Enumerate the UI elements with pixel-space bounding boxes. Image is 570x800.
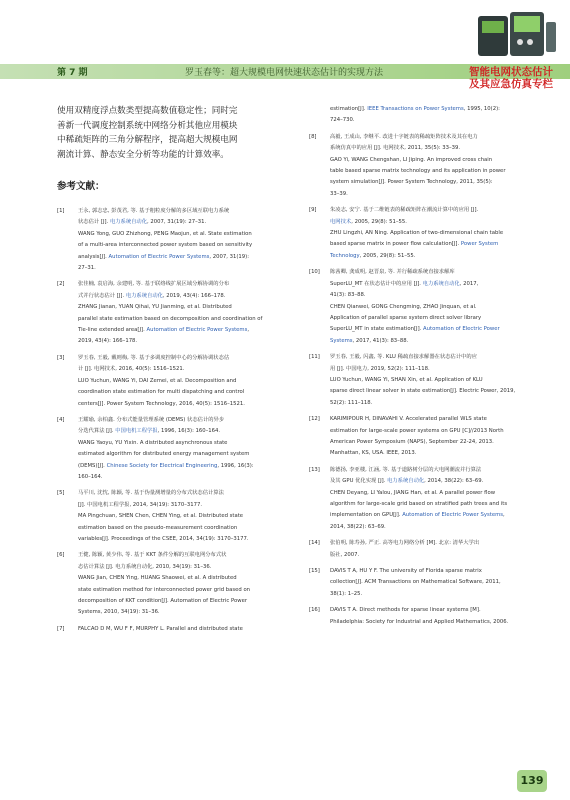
reference-line (330, 538, 519, 549)
reference-text: table based sparse matrix technology and its application in power (330, 168, 506, 175)
reference-line (78, 279, 289, 290)
reference-text: 计 [J]. 电网技术, 2016, 40(5): 1516–1521. (78, 366, 185, 373)
reference-text: WANG Yaoyu, YU Yixin. A distributed asynchronous state (78, 439, 228, 446)
reference-text: MA Pingchuan, SHEN Chen, CHEN Ying, et al. Distributed state (78, 513, 244, 520)
reference-line (330, 155, 519, 166)
reference-line (330, 166, 519, 177)
reference-line (330, 143, 519, 154)
reference-text: 系统仿真中的应用 [J]. 电网技术, 2011, 35(5): 33–39. (330, 145, 461, 152)
reference-line (330, 251, 519, 262)
reference-line (78, 585, 289, 596)
reference-line (330, 465, 519, 476)
reference-text: estimation based on the pseudo-measurement coordination (78, 524, 238, 531)
reference-text: , 1996, 16(3): 160–164. (157, 428, 221, 435)
reference-line (330, 510, 519, 521)
intro-line: 中稀疏矩阵的三角分解程序，提高超大规模电网 (57, 135, 238, 145)
reference-text: 马平川, 沈忱, 陈颖, 等. 基于伪量测增量的分布式状态估计算法 (78, 490, 224, 497)
reference-text: 王健, 陈颖, 黄少伟, 等. 基于 KKT 条件分解的互联电网分布式状 (78, 552, 227, 559)
reference-list-right (309, 132, 519, 628)
reference-line (330, 324, 519, 335)
reference-text: WANG Yong, GUO Zhizhong, PENG Maojun, et al. State estimation (78, 230, 252, 237)
reference-number: [2] (57, 281, 65, 288)
journal-link[interactable]: 电力系统自动化 (422, 280, 460, 287)
reference-text: 724–730. (330, 117, 355, 124)
reference-text: 张佳楠, 袁启海, 余建明, 等. 基于联络线扩展区域分解协调的分布 (78, 281, 230, 288)
reference-text: ZHU Lingzhi, AN Ning. Application of two-dimensional chain table (330, 230, 504, 237)
reference-item (57, 488, 289, 545)
reference-line (330, 589, 519, 600)
reference-text: based sparse matrix in power flow calculation[J]. (330, 241, 461, 248)
reference-line (330, 550, 519, 561)
journal-link[interactable]: Automation of Electric Power (423, 326, 500, 333)
badge-line-1: 智能电网状态估计 (469, 66, 553, 78)
journal-link[interactable]: 电力系统自动化 (387, 478, 425, 485)
reference-item (57, 279, 289, 347)
reference-line (78, 562, 289, 573)
reference-line (330, 414, 519, 425)
journal-link[interactable]: Automation of Electric Power Systems (402, 512, 504, 519)
journal-link[interactable]: 电力系统自动化 (109, 219, 148, 226)
reference-text: 33–39. (330, 190, 348, 197)
reference-line (330, 352, 519, 363)
device-icon (470, 6, 560, 62)
journal-link[interactable]: 电力系统自动化 (125, 292, 163, 299)
reference-line (330, 302, 519, 313)
reference-text: coordination state estimation for multi dispatching and control (78, 389, 245, 396)
reference-number: [14] (309, 540, 320, 547)
reference-text: Manhattan, KS, USA. IEEE, 2013. (330, 450, 417, 457)
reference-text: 分迭代算法 [J]. (78, 428, 116, 435)
reference-line (78, 336, 289, 347)
reference-line (78, 472, 289, 483)
reference-line (330, 448, 519, 459)
reference-item (309, 566, 519, 600)
reference-text: 朱凌志, 安宁. 基于二维链表的稀疏矩阵在潮流计算中的应用 [J]. (330, 207, 479, 214)
reference-number: [3] (57, 354, 65, 361)
reference-line (78, 387, 289, 398)
reference-line (78, 364, 289, 375)
reference-line (330, 267, 519, 278)
reference-text: state estimation method for interconnected power grid based on (78, 586, 251, 593)
reference-line (330, 115, 519, 126)
reference-text: , 2019, 43(4): 166–178. (162, 292, 226, 299)
reference-item (309, 414, 519, 460)
reference-text: , 1996, 16(3): (217, 462, 254, 469)
reference-text: of a multi-area interconnected power system based on sensitivity (78, 242, 253, 249)
reference-line (330, 217, 519, 228)
reference-line (330, 476, 519, 487)
reference-text: 罗玉春, 王毅, 闪鑫, 等. KLU 稀疏直接求解器在状态估计中的应 (330, 354, 478, 361)
reference-line (330, 336, 519, 347)
reference-text: parallel state estimation based on decomposition and coordination of (78, 315, 263, 322)
reference-text: 2019, 43(4): 166–178. (78, 338, 138, 345)
reference-number: [1] (57, 208, 65, 214)
reference-text: DAVIS T A, HU Y F. The university of Florida sparse matrix (330, 568, 482, 575)
reference-line (330, 488, 519, 499)
reference-line (330, 437, 519, 448)
reference-line (330, 364, 519, 375)
reference-text: [J]. 中国电机工程学报, 2014, 34(19): 3170–3177. (78, 501, 203, 508)
reference-line (330, 426, 519, 437)
reference-text: , 2017, (459, 280, 479, 287)
reference-line (78, 426, 289, 437)
reference-number: [8] (309, 133, 317, 140)
reference-item (309, 267, 519, 347)
reference-text: CHEN Deyang, LI Yalou, JIANG Han, et al. A parallel power flow (330, 489, 496, 496)
journal-link[interactable]: Automation of Electric Power Systems (146, 327, 248, 334)
reference-text: 52(2): 111–118. (330, 399, 373, 406)
journal-link[interactable]: Power System (460, 241, 499, 248)
journal-link[interactable]: Chinese Society for Electrical Engineering (106, 462, 218, 469)
reference-text: collection[J]. ACM Transactions on Mathematical Software, 2011, (330, 579, 501, 586)
journal-link[interactable]: Technology (330, 252, 360, 259)
reference-text: 陈德扬, 李亚楼, 江涵, 等. 基于道路树分层的大电网潮流并行算法 (330, 466, 482, 473)
page-number: 139 (517, 770, 547, 792)
reference-line (78, 302, 289, 313)
intro-line: 使用双精度浮点数类型提高数值稳定性；同时完 (57, 106, 238, 116)
reference-line (78, 534, 289, 545)
reference-text: Tie-line extended area[J]. (78, 327, 147, 334)
reference-line (78, 607, 289, 618)
reference-text: , 2005, 29(8): 51–55. (351, 218, 407, 225)
reference-text: estimated algorithm for distributed energy management system (78, 451, 250, 458)
reference-line (78, 263, 289, 274)
reference-line (78, 573, 289, 584)
reference-item (309, 132, 519, 200)
reference-item (57, 353, 289, 410)
reference-text: variables[J]. Proceedings of the CSEE, 2014, 34(19): 3170–3177. (78, 535, 249, 542)
reference-item (309, 465, 519, 533)
reference-text: ZHANG Jianan, YUAN Qihai, YU Jianming, et al. Distributed (78, 304, 232, 311)
reference-text: 版社, 2007. (330, 551, 360, 558)
reference-text: 张伯明, 陈寿孙, 严正. 高等电力网络分析 [M]. 北京: 清华大学出 (330, 540, 480, 547)
reference-text: , 2007, 31(19): (209, 253, 249, 260)
reference-text: system simulation[J]. Power System Technology, 2011, 35(5): (330, 179, 493, 186)
reference-number: [6] (57, 552, 65, 559)
right-column (309, 104, 519, 633)
reference-text: 用 [J]. 中国电力, 2019, 52(2): 111–118. (330, 365, 430, 372)
reference-text: 态估计算法 [J]. 电力系统自动化, 2010, 34(19): 31–36. (78, 563, 212, 570)
reference-line (78, 523, 289, 534)
reference-text: estimation for large-scale power systems on GPU [C]//2013 North (330, 427, 504, 434)
reference-line (330, 189, 519, 200)
reference-text: FALCAO D M, WU F F, MURPHY L. Parallel and distributed state (78, 625, 243, 632)
reference-line (330, 522, 519, 533)
reference-line (78, 291, 289, 302)
reference-text: , 2017, 41(3): 83–88. (352, 337, 409, 344)
reference-line (78, 376, 289, 387)
reference-text: Philadelphia: Society for Industrial and Applied Mathematics, 2006. (330, 618, 509, 625)
reference-item (57, 624, 289, 635)
reference-number: [7] (57, 625, 65, 632)
reference-line (78, 438, 289, 449)
reference-line (78, 325, 289, 336)
reference-text: LUO Yuchun, WANG Yi, DAI Zemei, et al. Decomposition and (78, 377, 237, 384)
intro-line: 善新一代调度控制系统中网络分析其他应用模块 (57, 120, 238, 131)
reference-text: 27–31. (78, 265, 96, 272)
reference-text: 41(3): 83–88. (330, 292, 366, 299)
intro-line: 潮流计算、静态安全分析等功能的计算效率。 (57, 149, 229, 160)
reference-item (309, 605, 519, 628)
reference-line (78, 596, 289, 607)
reference-line (330, 499, 519, 510)
reference-text: , 2014, 38(22): 63–69. (424, 478, 484, 485)
reference-text: , 1995, 10(2): (463, 106, 500, 112)
journal-link[interactable]: 中国电机工程学报 (115, 428, 158, 435)
reference-text: WANG Jian, CHEN Ying, HUANG Shaowei, et al. A distributed (78, 575, 237, 582)
reference-line (78, 500, 289, 511)
reference-item (57, 550, 289, 618)
journal-link[interactable]: Automation of Electric Power Systems (108, 253, 210, 260)
reference-text: implementation on GPU[J]. (330, 512, 403, 519)
reference-line (78, 240, 289, 251)
reference-number: [15] (309, 568, 320, 575)
reference-number: [10] (309, 269, 320, 276)
reference-number: [13] (309, 466, 320, 473)
reference-line (78, 353, 289, 364)
reference-text: 38(1): 1–25. (330, 590, 363, 597)
reference-text: centers[J]. Power System Technology, 2016, 40(5): 1516–1521. (78, 400, 245, 407)
reference-line (78, 550, 289, 561)
reference-text: 陈茜卿, 龚成明, 赵晋泉, 等. 并行稀疏系统直接求解库 (330, 269, 455, 276)
reference-line (78, 624, 289, 635)
reference-text: , 2005, 29(8): 51–55. (359, 252, 416, 259)
reference-line (330, 177, 519, 188)
badge-line-2: 及其应急仿真专栏 (469, 78, 553, 90)
reference-line (78, 511, 289, 522)
reference-text: 罗玉春, 王毅, 戴则梅, 等. 基于多调度控制中心的分解协调状态估 (78, 354, 230, 361)
reference-number: [9] (309, 207, 317, 214)
reference-text: 160–164. (78, 473, 103, 480)
reference-text: 及其 GPU 优化实现 [J]. (330, 478, 388, 485)
reference-line (330, 279, 519, 290)
reference-line (330, 104, 519, 115)
reference-text: 高毅, 王成山, 李继平. 改进十字链表的稀疏矩阵技术及其在电力 (330, 133, 478, 140)
reference-number: [12] (309, 416, 320, 423)
reference-text: Application of parallel sparse system direct solver library (330, 314, 482, 321)
reference-text: GAO Yi, WANG Chengshan, LI Jiping. An improved cross chain (330, 156, 493, 163)
reference-text: , 2007, 31(19): 27–31. (147, 219, 207, 226)
reference-line (78, 206, 289, 217)
reference-number: [16] (309, 607, 320, 614)
reference-line (78, 399, 289, 410)
reference-text: algorithm for large-scale grid based on stratified path trees and its (330, 501, 508, 507)
reference-line (330, 375, 519, 386)
reference-line (330, 398, 519, 409)
column-badge (452, 66, 570, 90)
reference-line (78, 449, 289, 460)
reference-line (78, 217, 289, 228)
references-heading: 参考文献： (57, 181, 105, 192)
reference-text: 王耀瑜, 余柏鑫. 分布式能量管理系统 (DEMS) 状态估计的异步 (78, 416, 225, 423)
reference-line (330, 239, 519, 250)
reference-text: estimation[J]. (330, 106, 368, 112)
reference-text: DAVIS T A. Direct methods for sparse linear systems [M]. (330, 607, 481, 614)
reference-text: (DEMS)[J]. (78, 462, 107, 469)
reference-text: CHEN Qianwei, GONG Chengming, ZHAO Jinquan, et al. (330, 303, 477, 310)
running-title: 罗玉春等：超大规模电网快速状态估计的实现方法 (185, 68, 384, 78)
reference-text: decomposition of KKT condition[J]. Automation of Electric Power (78, 598, 248, 604)
reference-line (330, 205, 519, 216)
reference-line (330, 313, 519, 324)
reference-text: Systems, 2010, 34(19): 31–36. (78, 609, 160, 616)
reference-continuation (309, 104, 519, 127)
reference-line (330, 605, 519, 616)
reference-line (330, 290, 519, 301)
reference-text: 2014, 38(22): 63–69. (330, 523, 386, 530)
journal-link[interactable]: 电网技术 (330, 218, 352, 225)
reference-text: 式并行状态估计 [J]. (78, 292, 126, 299)
reference-line (78, 229, 289, 240)
reference-text: 状态估计 [J]. (78, 219, 110, 226)
reference-line (330, 577, 519, 588)
reference-text: SuperLU_MT in state estimation[J]. (330, 326, 424, 333)
reference-item (309, 205, 519, 262)
reference-text: analysis[J]. (78, 253, 109, 260)
reference-line (330, 617, 519, 628)
issue-number: 第 7 期 (57, 68, 88, 78)
reference-item (309, 352, 519, 409)
reference-list-left (57, 206, 289, 635)
reference-text: , (247, 327, 250, 334)
reference-line (78, 314, 289, 325)
reference-line (78, 461, 289, 472)
reference-number: [5] (57, 490, 65, 497)
reference-line (78, 415, 289, 426)
reference-line (78, 252, 289, 263)
reference-text: SuperLU_MT 在状态估计中的应用 [J]. (330, 280, 423, 287)
reference-line (330, 132, 519, 143)
reference-number: [11] (309, 354, 320, 361)
intro-paragraph (57, 104, 289, 162)
left-column (57, 104, 289, 640)
reference-item (57, 415, 289, 483)
reference-text: KARIMIPOUR H, DINAVAHI V. Accelerated parallel WLS state (330, 416, 487, 423)
reference-item (309, 538, 519, 561)
reference-line (330, 386, 519, 397)
reference-text: 王永, 郭志忠, 彭茂君, 等. 基于粗粒度分解的多区域互联电力系统 (78, 208, 230, 214)
reference-number: [4] (57, 416, 65, 423)
reference-text: sparse direct linear solver in state estimation[J]. Electric Power, 2019, (330, 388, 516, 395)
reference-item (57, 206, 289, 274)
reference-line (330, 566, 519, 577)
journal-link[interactable]: IEEE Transactions on Power Systems (367, 106, 464, 112)
reference-text: LUO Yuchun, WANG Yi, SHAN Xin, et al. Application of KLU (330, 376, 483, 383)
reference-line (78, 488, 289, 499)
reference-text: , (503, 512, 505, 519)
reference-text: American Power Symposium (NAPS), September 22-24, 2013. (330, 438, 494, 445)
journal-link[interactable]: Systems (330, 337, 353, 344)
reference-line (330, 228, 519, 239)
